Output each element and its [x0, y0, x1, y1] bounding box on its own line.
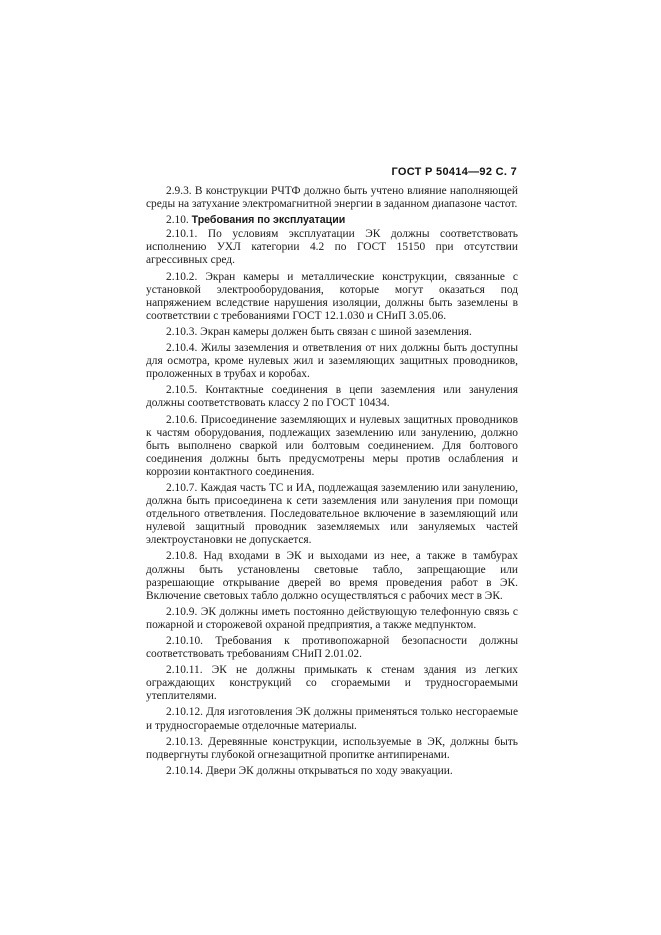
section-title: Требования по эксплуатации: [191, 214, 346, 227]
paragraph-2-10-5: 2.10.5. Контактные соединения в цепи заземления или зануления должны соответствовать классу 2 по ГОСТ 10434.: [146, 384, 518, 410]
section-number: 2.10.: [166, 214, 189, 227]
paragraph-2-10-9: 2.10.9. ЭК должны иметь постоянно действующую телефонную связь с пожарной и сторожевой охраной предприятия, а также медпунктом.: [146, 605, 518, 631]
paragraph-2-10-6: 2.10.6. Присоединение заземляющих и нулевых защитных проводников к частям оборудования, подлежащих заземлению или занулению, должно быть выполнено сваркой или болтовым соединением. Для болтового соединения должны быть предусмотрены меры против ослабления и коррозии контактного соединения.: [146, 413, 518, 478]
paragraph-2-10-10: 2.10.10. Требования к противопожарной безопасности должны соответствовать требованиям СНиП 2.01.02.: [146, 635, 518, 661]
paragraph-2-10-7: 2.10.7. Каждая часть ТС и ИА, подлежащая заземлению или занулению, должна быть присоединена к сети заземления или зануления при помощи отдельного ответвления. Последовательное включение в заземляющий или нулевой защитный проводник заземляемых или зануляемых частей электроустановки не допускается.: [146, 481, 518, 547]
paragraph-2-9-3: 2.9.3. В конструкции РЧТФ должно быть учтено влияние наполняющей среды на затухание электромагнитной энергии в заданном диапазоне частот.: [146, 185, 518, 211]
body-text: [146, 185, 518, 781]
paragraph-2-10-8: 2.10.8. Над входами в ЭК и выходами из нее, а также в тамбурах должны быть установлены световые табло, запрещающие или разрешающие открывание дверей во время проведения работ в ЭК. Включение световых табло должно осуществляться с рабочих мест в ЭК.: [146, 550, 518, 602]
paragraph-2-10-13: 2.10.13. Деревянные конструкции, используемые в ЭК, должны быть подвергнуты глубокой огнезащитной пропитке антипиренами.: [146, 735, 518, 761]
paragraph-2-10-12: 2.10.12. Для изготовления ЭК должны применяться только несгораемые и трудносгораемые отделочные материалы.: [146, 706, 518, 732]
paragraph-2-10-3: 2.10.3. Экран камеры должен быть связан с шиной заземления.: [166, 325, 472, 338]
paragraph-2-10-2: 2.10.2. Экран камеры и металлические конструкции, связанные с установкой электрооборудования, которые могут оказаться под напряжением вследствие нарушения изоляции, должны быть заземлены в соответствии с требованиями ГОСТ 12.1.030 и СНиП 3.05.06.: [146, 270, 518, 322]
running-header: ГОСТ Р 50414—92 С. 7: [391, 166, 517, 178]
paragraph-2-10-14: 2.10.14. Двери ЭК должны открываться по ходу эвакуации.: [166, 764, 453, 777]
section-heading-2-10: [146, 214, 518, 227]
paragraph-2-10-4: 2.10.4. Жилы заземления и ответвления от них должны быть доступны для осмотра, кроме нулевых жил и заземляющих защитных проводников, проложенных в трубах и коробах.: [146, 342, 518, 381]
paragraph-2-10-11: 2.10.11. ЭК не должны примыкать к стенам здания из легких ограждающих конструкций со сгораемыми и трудносгораемыми утеплителями.: [146, 664, 518, 703]
paragraph-2-10-1: 2.10.1. По условиям эксплуатации ЭК должны соответствовать исполнению УХЛ категории 4.2 по ГОСТ 15150 при отсутствии агрессивных сред.: [146, 228, 518, 267]
